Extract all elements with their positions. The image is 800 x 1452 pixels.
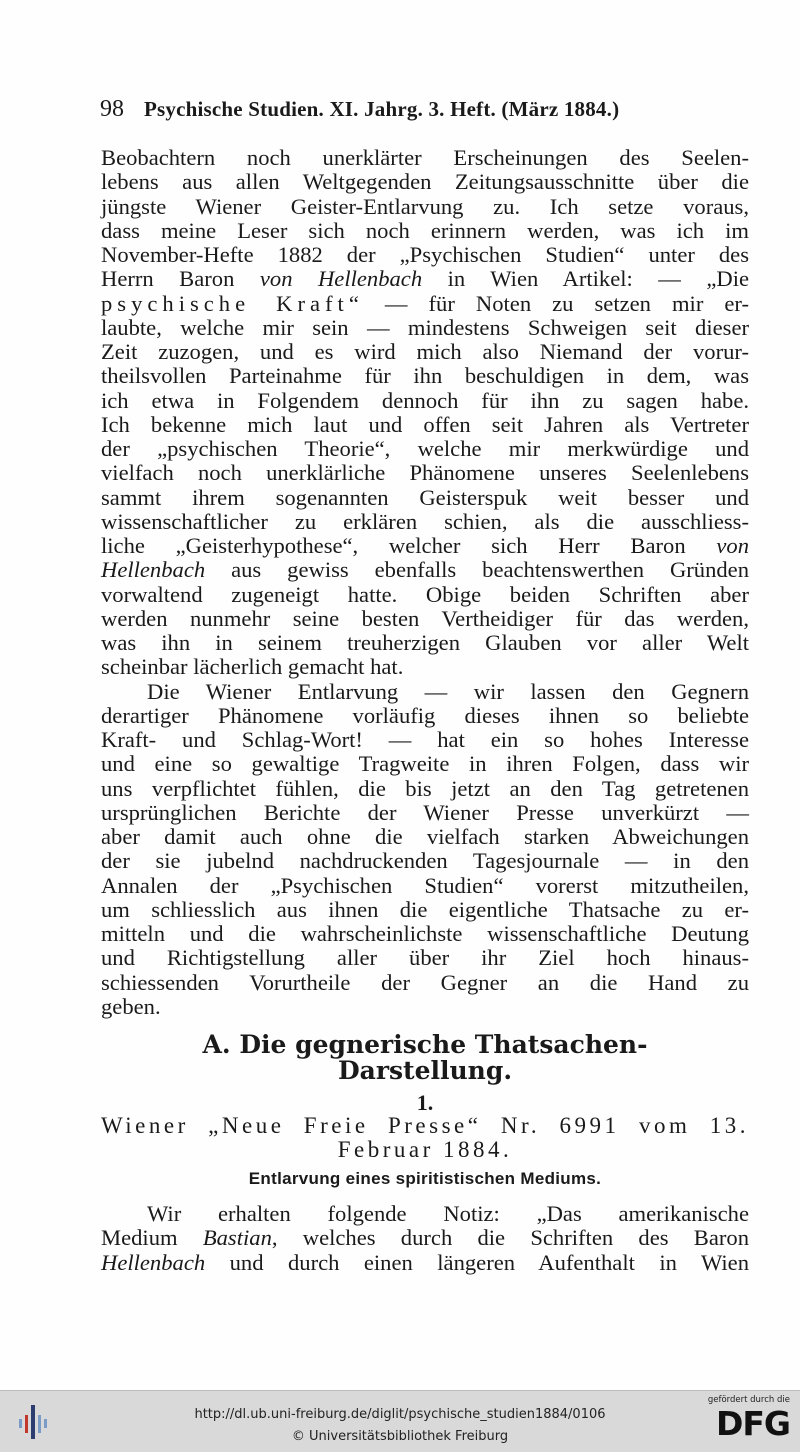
text-line: [101, 267, 749, 291]
running-header: [100, 96, 750, 130]
text-line: schiessenden Vorurtheile der Gegner an die Hand zu: [101, 969, 749, 995]
text-line: aber damit auch ohne die vielfach starken Abweichungen: [101, 824, 749, 849]
text-line: der „psychischen Theorie“, welche mir merkwürdige und: [101, 436, 749, 461]
text-line: lebens aus allen Weltgegenden Zeitungsausschnitte über die: [101, 169, 749, 195]
text-line: [101, 534, 749, 558]
text-segment: aus gewiss ebenfalls beachtenswerthen Gründen: [205, 557, 749, 583]
dfg-logo[interactable]: [706, 1395, 790, 1449]
text-line: uns verpflichtet fühlen, die bis jetzt an den Tag getretenen: [101, 775, 749, 801]
text-segment: und durch einen längeren Aufenthalt in Wien: [205, 1249, 749, 1275]
text-line: geben.: [101, 993, 161, 1019]
text-line: November-Hefte 1882 der „Psychischen Studien“ unter des: [101, 242, 749, 267]
text-line: vielfach noch unerklärliche Phänomene unseres Seelenlebens: [101, 460, 749, 486]
text-line: jüngste Wiener Geister-Entlarvung zu. Ich setze voraus,: [101, 193, 749, 219]
main-text-block: [101, 146, 749, 1019]
text-line: [101, 1226, 749, 1250]
running-title: Psychische Studien. XI. Jahrg. 3. Heft. (März 1884.): [144, 97, 620, 121]
text-line: scheinbar lächerlich gemacht hat.: [101, 654, 404, 680]
text-segment: — für Noten zu setzen mir er-: [363, 290, 750, 316]
text-line: Ich bekenne mich laut und offen seit Jahren als Vertreter: [101, 411, 749, 437]
text-line: werden nunmehr seine besten Vertheidiger für das werden,: [101, 605, 749, 631]
italic-name: von Hellenbach: [259, 266, 423, 292]
dfg-wordmark: DFG: [715, 1404, 790, 1443]
copyright-notice: © Universitätsbibliothek Freiburg: [291, 1429, 509, 1444]
text-segment: Herrn Baron: [101, 266, 260, 292]
text-segment: , welches durch die Schriften des Baron: [271, 1225, 749, 1251]
text-line: Die Wiener Entlarvung — wir lassen den Gegnern: [147, 678, 749, 704]
section-heading-line: A. Die gegnerische Thatsachen-: [202, 1030, 648, 1059]
text-line: laubte, welche mir sein — mindestens Schweigen seit dieser: [101, 314, 749, 340]
text-line: und Richtigstellung aller über ihr Ziel hoch hinaus-: [101, 945, 749, 971]
text-segment: Medium: [101, 1225, 203, 1251]
text-line: dass meine Leser sich noch erinnern werden, was ich im: [101, 217, 749, 243]
viewer-footer: [0, 1390, 800, 1452]
italic-name: Bastian: [202, 1225, 272, 1251]
text-line: derartiger Phänomene vorläufig dieses ihnen so beliebte: [101, 702, 749, 728]
italic-name: Hellenbach: [101, 557, 206, 583]
text-line: sammt ihrem sogenannten Geisterspuk weit besser und: [101, 484, 749, 510]
italic-name: Hellenbach: [101, 1249, 206, 1275]
text-line: wissenschaftlicher zu erklären schien, als die ausschliess-: [101, 508, 749, 534]
permalink-url[interactable]: http://dl.ub.uni-freiburg.de/diglit/psychische_studien1884/0106: [194, 1407, 606, 1422]
source-line: Februar 1884.: [337, 1137, 513, 1163]
text-line: theilsvollen Parteinahme für ihn beschuldigen in dem, was: [101, 363, 749, 389]
text-line: vorwaltend zugeneigt hatte. Obige beiden Schriften aber: [101, 581, 749, 607]
text-line: und eine so gewaltige Tragweite in ihren Folgen, dass wir: [101, 751, 749, 777]
text-segment: in Wien Artikel: — „Die: [422, 266, 749, 292]
text-line: ursprünglichen Berichte der Wiener Presse unverkürzt —: [101, 799, 749, 825]
page-number: 98: [100, 96, 124, 122]
italic-name: von: [716, 533, 749, 558]
article-text-block: [101, 1202, 749, 1275]
text-line: Wir erhalten folgende Notiz: „Das amerikanische: [147, 1201, 749, 1226]
article-number: 1.: [416, 1090, 434, 1115]
text-line: Annalen der „Psychischen Studien“ vorerst mitzutheilen,: [101, 872, 749, 898]
source-line: Wiener „Neue Freie Presse“ Nr. 6991 vom 13.: [101, 1113, 749, 1138]
text-line: der sie jubelnd nachdruckenden Tagesjournale — in den: [101, 848, 749, 874]
text-line: um schliesslich aus ihnen die eigentliche Thatsache zu er-: [101, 896, 749, 922]
section-heading: [101, 1032, 749, 1084]
text-line: mitteln und die wahrscheinlichste wissenschaftliche Deutung: [101, 921, 749, 946]
spaced-title: psychische Kraft“: [101, 290, 364, 316]
text-line: was ihn in seinem treuherzigen Glauben vor aller Welt: [101, 630, 749, 655]
text-line: ich etwa in Folgendem dennoch für ihn zu sagen habe.: [101, 387, 749, 413]
text-line: Beobachtern noch unerklärter Erscheinungen des Seelen-: [101, 145, 749, 170]
section-heading-line: Darstellung.: [337, 1056, 513, 1085]
source-citation: [101, 1114, 749, 1163]
text-line: Zeit zuzogen, und es wird mich also Niemand der vorur-: [101, 339, 749, 364]
text-line: [101, 292, 749, 316]
dfg-funding-text: gefördert durch die: [707, 1395, 790, 1405]
text-line: Kraft- und Schlag-Wort! — hat ein so hohes Interesse: [101, 727, 749, 752]
text-line: [101, 558, 749, 582]
text-segment: liche „Geisterhypothese“, welcher sich Herr Baron: [101, 533, 717, 558]
article-subheading: Entlarvung eines spiritistischen Mediums.: [248, 1169, 602, 1188]
text-line: [101, 1251, 749, 1275]
